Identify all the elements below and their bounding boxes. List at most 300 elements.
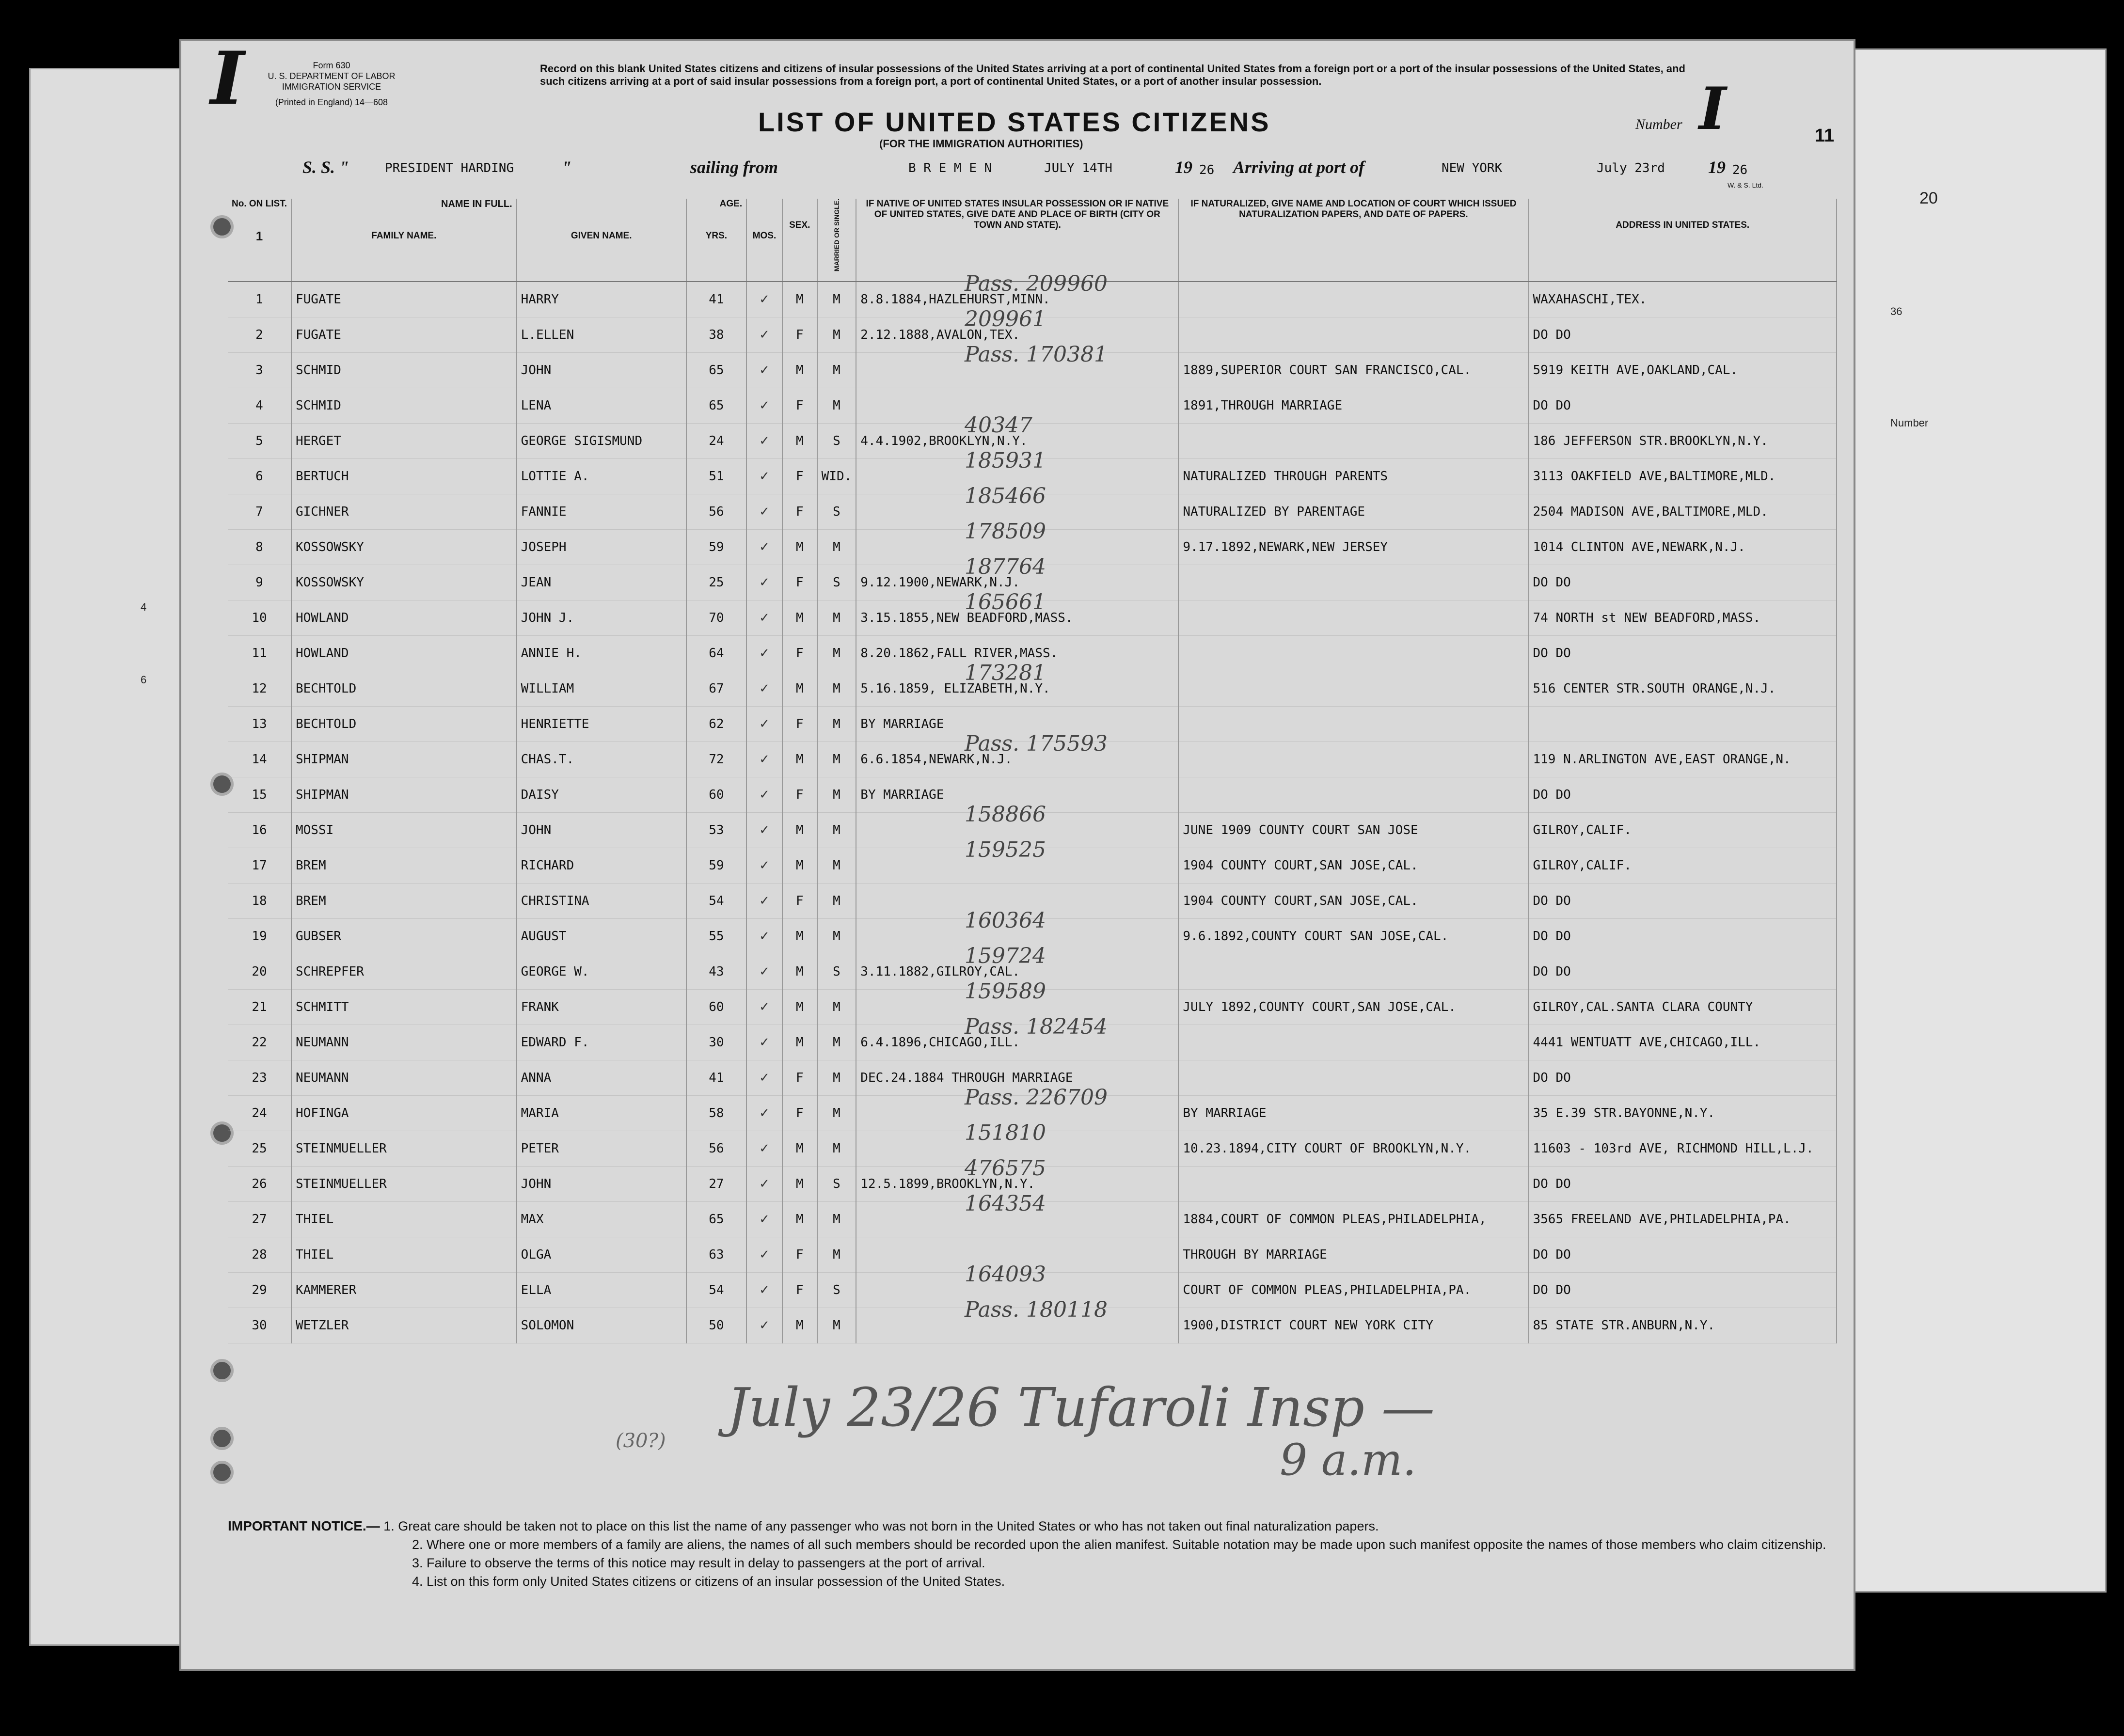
sex: F bbox=[782, 494, 817, 530]
us-address: 11603 - 103rd AVE, RICHMOND HILL,L.J. bbox=[1529, 1131, 1837, 1167]
age-years: 62 bbox=[686, 707, 746, 742]
family-name: BERTUCH bbox=[291, 459, 517, 494]
row-number: 11 bbox=[228, 636, 291, 671]
given-name: SOLOMON bbox=[517, 1308, 686, 1343]
age-months: ✓ bbox=[746, 1167, 782, 1202]
ship-name: PRESIDENT HARDING bbox=[385, 161, 514, 175]
sex: M bbox=[782, 1131, 817, 1167]
passport-note: 185931 bbox=[965, 448, 1046, 473]
underlying-page-right bbox=[1832, 48, 2107, 1593]
age-years: 63 bbox=[686, 1237, 746, 1273]
sex: M bbox=[782, 742, 817, 777]
marital-status: M bbox=[817, 707, 856, 742]
birth-details: 9.12.1900,NEWARK,N.J. bbox=[856, 565, 1178, 600]
family-name: NEUMANN bbox=[291, 1060, 517, 1096]
us-address: DO DO bbox=[1529, 1237, 1837, 1273]
col-family: NAME IN FULL. FAMILY NAME. bbox=[291, 199, 517, 282]
passport-note: 187764 bbox=[965, 554, 1046, 579]
naturalization-details bbox=[1178, 707, 1528, 742]
birth-details: 6.6.1854,NEWARK,N.J. bbox=[856, 742, 1178, 777]
col-yrs: AGE. YRS. bbox=[686, 199, 746, 282]
given-name: MAX bbox=[517, 1202, 686, 1237]
year-prefix-2: 19 bbox=[1708, 158, 1726, 177]
passport-note: 159589 bbox=[965, 979, 1046, 1004]
family-name: FUGATE bbox=[291, 317, 517, 353]
marital-status: M bbox=[817, 671, 856, 707]
marital-status: M bbox=[817, 742, 856, 777]
given-name: ANNA bbox=[517, 1060, 686, 1096]
us-address: GILROY,CALIF. bbox=[1529, 813, 1837, 848]
sailing-label: sailing from bbox=[690, 158, 778, 177]
passport-note: 151810 bbox=[965, 1121, 1046, 1145]
age-months: ✓ bbox=[746, 530, 782, 565]
passport-note: 173281 bbox=[965, 661, 1046, 685]
age-months: ✓ bbox=[746, 1237, 782, 1273]
passport-note: 159724 bbox=[965, 944, 1046, 968]
passport-note: 178509 bbox=[965, 519, 1046, 544]
us-address: DO DO bbox=[1529, 1060, 1837, 1096]
marital-status: S bbox=[817, 424, 856, 459]
age-years: 24 bbox=[686, 424, 746, 459]
naturalization-details: JUNE 1909 COUNTY COURT SAN JOSE bbox=[1178, 813, 1528, 848]
sex: M bbox=[782, 424, 817, 459]
margin-number-6: 6 bbox=[141, 674, 147, 686]
given-name: L.ELLEN bbox=[517, 317, 686, 353]
marital-status: M bbox=[817, 530, 856, 565]
passport-note: 165661 bbox=[965, 590, 1046, 615]
age-years: 58 bbox=[686, 1096, 746, 1131]
family-name: STEINMUELLER bbox=[291, 1167, 517, 1202]
family-name: HERGET bbox=[291, 424, 517, 459]
given-name: RICHARD bbox=[517, 848, 686, 884]
row-number: 21 bbox=[228, 990, 291, 1025]
col-sex: SEX. bbox=[782, 199, 817, 282]
family-name: HOFINGA bbox=[291, 1096, 517, 1131]
passport-note: 40347 bbox=[965, 413, 1032, 438]
age-months: ✓ bbox=[746, 353, 782, 388]
naturalization-details: 9.6.1892,COUNTY COURT SAN JOSE,CAL. bbox=[1178, 919, 1528, 954]
us-address: DO DO bbox=[1529, 1167, 1837, 1202]
sex: F bbox=[782, 884, 817, 919]
age-months: ✓ bbox=[746, 388, 782, 424]
given-name: JOHN bbox=[517, 813, 686, 848]
ss-label: S. S. " bbox=[302, 158, 349, 177]
us-address: DO DO bbox=[1529, 565, 1837, 600]
birth-details: 8.8.1884,HAZLEHURST,MINN. bbox=[856, 282, 1178, 317]
naturalization-details: JULY 1892,COUNTY COURT,SAN JOSE,CAL. bbox=[1178, 990, 1528, 1025]
naturalization-details bbox=[1178, 1025, 1528, 1060]
printer-mark: W. & S. Ltd. bbox=[1728, 181, 1763, 189]
passport-note: Pass. 180118 bbox=[965, 1297, 1108, 1322]
sex: F bbox=[782, 317, 817, 353]
notice-item: 2. Where one or more members of a family are aliens, the names of all such members should be recorded upon the alien manifest. Suitable notation may be made upon such manifest opposite the names of those members who claim citizenship. bbox=[412, 1537, 1826, 1552]
birth-details: 12.5.1899,BROOKLYN,N.Y. bbox=[856, 1167, 1178, 1202]
age-months: ✓ bbox=[746, 1025, 782, 1060]
sex: M bbox=[782, 848, 817, 884]
date-from: JULY 14TH bbox=[1044, 161, 1112, 175]
birth-details: 4.4.1902,BROOKLYN,N.Y. bbox=[856, 424, 1178, 459]
us-address: 3113 OAKFIELD AVE,BALTIMORE,MLD. bbox=[1529, 459, 1837, 494]
row-number: 3 bbox=[228, 353, 291, 388]
naturalization-details: BY MARRIAGE bbox=[1178, 1096, 1528, 1131]
age-months: ✓ bbox=[746, 424, 782, 459]
sex: M bbox=[782, 1308, 817, 1343]
passport-note: Pass. 175593 bbox=[965, 731, 1108, 756]
punch-hole bbox=[210, 1461, 234, 1484]
given-name: FANNIE bbox=[517, 494, 686, 530]
birth-details: DEC.24.1884 THROUGH MARRIAGE bbox=[856, 1060, 1178, 1096]
marital-status: M bbox=[817, 1060, 856, 1096]
sex: M bbox=[782, 671, 817, 707]
family-name: BECHTOLD bbox=[291, 707, 517, 742]
family-name: KOSSOWSKY bbox=[291, 530, 517, 565]
row-number: 29 bbox=[228, 1273, 291, 1308]
form-block bbox=[259, 60, 404, 108]
us-address: DO DO bbox=[1529, 636, 1837, 671]
sex: F bbox=[782, 707, 817, 742]
naturalization-details: 1889,SUPERIOR COURT SAN FRANCISCO,CAL. bbox=[1178, 353, 1528, 388]
sex: M bbox=[782, 919, 817, 954]
sex: F bbox=[782, 565, 817, 600]
birth-details: BY MARRIAGE bbox=[856, 707, 1178, 742]
passport-note: 160364 bbox=[965, 908, 1046, 933]
col-mos: MOS. bbox=[746, 199, 782, 282]
given-name: HARRY bbox=[517, 282, 686, 317]
naturalization-details bbox=[1178, 565, 1528, 600]
age-months: ✓ bbox=[746, 813, 782, 848]
marital-status: M bbox=[817, 282, 856, 317]
passport-note: 209961 bbox=[965, 307, 1046, 331]
age-months: ✓ bbox=[746, 671, 782, 707]
page-title: LIST OF UNITED STATES CITIZENS bbox=[758, 107, 1271, 137]
age-months: ✓ bbox=[746, 1202, 782, 1237]
row-number: 15 bbox=[228, 777, 291, 813]
family-name: SCHMID bbox=[291, 353, 517, 388]
col-native: IF NATIVE OF UNITED STATES INSULAR POSSESSION OR IF NATIVE OF UNITED STATES, GIVE DATE AND PLACE OF BIRTH (CITY OR TOWN AND STATE). bbox=[856, 199, 1178, 282]
family-name: THIEL bbox=[291, 1237, 517, 1273]
us-address: 186 JEFFERSON STR.BROOKLYN,N.Y. bbox=[1529, 424, 1837, 459]
naturalization-details bbox=[1178, 282, 1528, 317]
age-years: 27 bbox=[686, 1167, 746, 1202]
passport-note: 159525 bbox=[965, 837, 1046, 862]
margin-number-4: 4 bbox=[141, 601, 147, 613]
naturalization-details bbox=[1178, 424, 1528, 459]
age-months: ✓ bbox=[746, 1131, 782, 1167]
birth-details: 5.16.1859, ELIZABETH,N.Y. bbox=[856, 671, 1178, 707]
sex: F bbox=[782, 459, 817, 494]
naturalization-details bbox=[1178, 1060, 1528, 1096]
row-number: 19 bbox=[228, 919, 291, 954]
family-name: SCHREPFER bbox=[291, 954, 517, 990]
us-address: 85 STATE STR.ANBURN,N.Y. bbox=[1529, 1308, 1837, 1343]
sex: F bbox=[782, 1237, 817, 1273]
passport-note: 476575 bbox=[965, 1156, 1046, 1181]
naturalization-details bbox=[1178, 636, 1528, 671]
us-address: DO DO bbox=[1529, 954, 1837, 990]
marital-status: M bbox=[817, 353, 856, 388]
number-block bbox=[1635, 75, 1726, 143]
port-from: B R E M E N bbox=[908, 161, 992, 175]
age-years: 70 bbox=[686, 600, 746, 636]
age-months: ✓ bbox=[746, 565, 782, 600]
family-name: THIEL bbox=[291, 1202, 517, 1237]
family-name: GUBSER bbox=[291, 919, 517, 954]
row-number: 7 bbox=[228, 494, 291, 530]
notice-item: 1. Great care should be taken not to place on this list the name of any passenger who was not born in the United States or who has not taken out final naturalization papers. bbox=[383, 1519, 1379, 1533]
sex: M bbox=[782, 1202, 817, 1237]
family-name: BREM bbox=[291, 884, 517, 919]
naturalization-details bbox=[1178, 954, 1528, 990]
age-months: ✓ bbox=[746, 1096, 782, 1131]
row-number: 6 bbox=[228, 459, 291, 494]
age-years: 64 bbox=[686, 636, 746, 671]
printed-note: (Printed in England) 14—608 bbox=[275, 97, 388, 107]
birth-details: BY MARRIAGE bbox=[856, 777, 1178, 813]
given-name: CHAS.T. bbox=[517, 742, 686, 777]
number-label: Number bbox=[1635, 116, 1682, 132]
age-years: 60 bbox=[686, 777, 746, 813]
date-to: July 23rd bbox=[1597, 161, 1665, 175]
important-notice bbox=[228, 1517, 1827, 1591]
given-name: LOTTIE A. bbox=[517, 459, 686, 494]
col-given: GIVEN NAME. bbox=[517, 199, 686, 282]
age-months: ✓ bbox=[746, 636, 782, 671]
marital-status: S bbox=[817, 1273, 856, 1308]
age-months: ✓ bbox=[746, 777, 782, 813]
naturalization-details bbox=[1178, 742, 1528, 777]
given-name: JOSEPH bbox=[517, 530, 686, 565]
number-value: I bbox=[1699, 75, 1727, 143]
given-name: DAISY bbox=[517, 777, 686, 813]
marital-status: M bbox=[817, 919, 856, 954]
age-months: ✓ bbox=[746, 494, 782, 530]
birth-details: 2.12.1888,AVALON,TEX. bbox=[856, 317, 1178, 353]
marital-status: S bbox=[817, 565, 856, 600]
naturalization-details: 9.17.1892,NEWARK,NEW JERSEY bbox=[1178, 530, 1528, 565]
passport-note: Pass. 209960 bbox=[965, 271, 1108, 296]
row-number: 16 bbox=[228, 813, 291, 848]
naturalization-details bbox=[1178, 317, 1528, 353]
col-no: No. ON LIST. 1 bbox=[228, 199, 291, 282]
given-name: LENA bbox=[517, 388, 686, 424]
marital-status: M bbox=[817, 317, 856, 353]
row-number: 10 bbox=[228, 600, 291, 636]
year-1: 26 bbox=[1199, 163, 1215, 177]
given-name: HENRIETTE bbox=[517, 707, 686, 742]
age-months: ✓ bbox=[746, 990, 782, 1025]
passport-note: 158866 bbox=[965, 802, 1046, 827]
naturalization-details: 1904 COUNTY COURT,SAN JOSE,CAL. bbox=[1178, 848, 1528, 884]
passport-note: Pass. 226709 bbox=[965, 1085, 1108, 1110]
marital-status: WID. bbox=[817, 459, 856, 494]
given-name: JEAN bbox=[517, 565, 686, 600]
age-months: ✓ bbox=[746, 954, 782, 990]
margin-number-20: 20 bbox=[1919, 189, 1938, 207]
naturalization-details bbox=[1178, 777, 1528, 813]
page-number: 11 bbox=[1815, 126, 1835, 146]
sex: F bbox=[782, 1060, 817, 1096]
given-name: JOHN J. bbox=[517, 600, 686, 636]
age-months: ✓ bbox=[746, 1273, 782, 1308]
us-address: 35 E.39 STR.BAYONNE,N.Y. bbox=[1529, 1096, 1837, 1131]
age-years: 38 bbox=[686, 317, 746, 353]
row-number: 20 bbox=[228, 954, 291, 990]
age-years: 54 bbox=[686, 1273, 746, 1308]
department: U. S. DEPARTMENT OF LABOR bbox=[268, 71, 396, 81]
naturalization-details: NATURALIZED THROUGH PARENTS bbox=[1178, 459, 1528, 494]
given-name: ELLA bbox=[517, 1273, 686, 1308]
age-months: ✓ bbox=[746, 317, 782, 353]
family-name: KOSSOWSKY bbox=[291, 565, 517, 600]
marital-status: S bbox=[817, 1167, 856, 1202]
sex: F bbox=[782, 388, 817, 424]
punch-hole bbox=[210, 1359, 234, 1382]
age-years: 56 bbox=[686, 1131, 746, 1167]
row-number: 27 bbox=[228, 1202, 291, 1237]
given-name: AUGUST bbox=[517, 919, 686, 954]
given-name: ANNIE H. bbox=[517, 636, 686, 671]
table-header bbox=[228, 199, 1837, 282]
col-married: MARRIED OR SINGLE. bbox=[817, 199, 856, 282]
passport-note: Pass. 182454 bbox=[965, 1014, 1108, 1039]
naturalization-details bbox=[1178, 1167, 1528, 1202]
family-name: SHIPMAN bbox=[291, 742, 517, 777]
age-years: 43 bbox=[686, 954, 746, 990]
family-name: WETZLER bbox=[291, 1308, 517, 1343]
corner-mark: I bbox=[210, 36, 245, 121]
naturalization-details bbox=[1178, 600, 1528, 636]
sex: M bbox=[782, 353, 817, 388]
age-months: ✓ bbox=[746, 707, 782, 742]
us-address: DO DO bbox=[1529, 1273, 1837, 1308]
margin-number-label: Number bbox=[1890, 417, 1929, 429]
family-name: FUGATE bbox=[291, 282, 517, 317]
naturalization-details: 1884,COURT OF COMMON PLEAS,PHILADELPHIA, bbox=[1178, 1202, 1528, 1237]
us-address: WAXAHASCHI,TEX. bbox=[1529, 282, 1837, 317]
family-name: HOWLAND bbox=[291, 600, 517, 636]
row-number: 18 bbox=[228, 884, 291, 919]
sex: M bbox=[782, 282, 817, 317]
marital-status: M bbox=[817, 777, 856, 813]
age-years: 54 bbox=[686, 884, 746, 919]
row-number: 25 bbox=[228, 1131, 291, 1167]
us-address: DO DO bbox=[1529, 388, 1837, 424]
us-address: 4441 WENTUATT AVE,CHICAGO,ILL. bbox=[1529, 1025, 1837, 1060]
marital-status: M bbox=[817, 1202, 856, 1237]
family-name: HOWLAND bbox=[291, 636, 517, 671]
naturalization-details: 1904 COUNTY COURT,SAN JOSE,CAL. bbox=[1178, 884, 1528, 919]
age-months: ✓ bbox=[746, 1308, 782, 1343]
margin-number-36: 36 bbox=[1890, 305, 1902, 317]
inspector-signature: July 23/26 Tufaroli Insp — bbox=[727, 1376, 1435, 1438]
birth-details: 6.4.1896,CHICAGO,ILL. bbox=[856, 1025, 1178, 1060]
given-name: FRANK bbox=[517, 990, 686, 1025]
year-2: 26 bbox=[1732, 163, 1748, 177]
naturalization-details: 10.23.1894,CITY COURT OF BROOKLYN,N.Y. bbox=[1178, 1131, 1528, 1167]
row-number: 9 bbox=[228, 565, 291, 600]
naturalization-details: 1900,DISTRICT COURT NEW YORK CITY bbox=[1178, 1308, 1528, 1343]
sex: M bbox=[782, 600, 817, 636]
age-years: 30 bbox=[686, 1025, 746, 1060]
sex: M bbox=[782, 954, 817, 990]
age-months: ✓ bbox=[746, 884, 782, 919]
row-number: 8 bbox=[228, 530, 291, 565]
port-to: NEW YORK bbox=[1442, 161, 1503, 175]
age-years: 72 bbox=[686, 742, 746, 777]
page-subtitle: (FOR THE IMMIGRATION AUTHORITIES) bbox=[879, 138, 1083, 150]
row-number: 24 bbox=[228, 1096, 291, 1131]
sex: F bbox=[782, 1273, 817, 1308]
us-address: GILROY,CALIF. bbox=[1529, 848, 1837, 884]
us-address: 2504 MADISON AVE,BALTIMORE,MLD. bbox=[1529, 494, 1837, 530]
age-years: 65 bbox=[686, 388, 746, 424]
us-address: 5919 KEITH AVE,OAKLAND,CAL. bbox=[1529, 353, 1837, 388]
given-name: GEORGE W. bbox=[517, 954, 686, 990]
us-address: 74 NORTH st NEW BEADFORD,MASS. bbox=[1529, 600, 1837, 636]
given-name: MARIA bbox=[517, 1096, 686, 1131]
row-number: 2 bbox=[228, 317, 291, 353]
arriving-label: Arriving at port of bbox=[1233, 158, 1365, 177]
sex: F bbox=[782, 636, 817, 671]
row-number: 14 bbox=[228, 742, 291, 777]
age-years: 41 bbox=[686, 1060, 746, 1096]
marital-status: S bbox=[817, 954, 856, 990]
marital-status: M bbox=[817, 1131, 856, 1167]
punch-hole bbox=[210, 1427, 234, 1450]
row-number: 30 bbox=[228, 1308, 291, 1343]
marital-status: M bbox=[817, 1308, 856, 1343]
naturalization-details: 1891,THROUGH MARRIAGE bbox=[1178, 388, 1528, 424]
row-number: 1 bbox=[228, 282, 291, 317]
marital-status: S bbox=[817, 494, 856, 530]
ship-name-end: " bbox=[562, 158, 571, 177]
us-address: 3565 FREELAND AVE,PHILADELPHIA,PA. bbox=[1529, 1202, 1837, 1237]
age-years: 65 bbox=[686, 353, 746, 388]
sex: M bbox=[782, 813, 817, 848]
age-months: ✓ bbox=[746, 282, 782, 317]
age-years: 53 bbox=[686, 813, 746, 848]
age-years: 51 bbox=[686, 459, 746, 494]
family-name: BREM bbox=[291, 848, 517, 884]
age-months: ✓ bbox=[746, 459, 782, 494]
marital-status: M bbox=[817, 636, 856, 671]
marital-status: M bbox=[817, 388, 856, 424]
form-number: Form 630 bbox=[313, 61, 350, 70]
row-number: 4 bbox=[228, 388, 291, 424]
age-years: 59 bbox=[686, 530, 746, 565]
sex: F bbox=[782, 777, 817, 813]
age-years: 59 bbox=[686, 848, 746, 884]
us-address: DO DO bbox=[1529, 777, 1837, 813]
age-months: ✓ bbox=[746, 1060, 782, 1096]
age-months: ✓ bbox=[746, 919, 782, 954]
family-name: STEINMUELLER bbox=[291, 1131, 517, 1167]
birth-details: 3.11.1882,GILROY,CAL. bbox=[856, 954, 1178, 990]
us-address: GILROY,CAL.SANTA CLARA COUNTY bbox=[1529, 990, 1837, 1025]
marital-status: M bbox=[817, 990, 856, 1025]
row-number: 12 bbox=[228, 671, 291, 707]
family-name: NEUMANN bbox=[291, 1025, 517, 1060]
age-years: 50 bbox=[686, 1308, 746, 1343]
passport-note: 164354 bbox=[965, 1191, 1046, 1216]
row-number: 23 bbox=[228, 1060, 291, 1096]
row-number: 13 bbox=[228, 707, 291, 742]
us-address: 516 CENTER STR.SOUTH ORANGE,N.J. bbox=[1529, 671, 1837, 707]
family-name: SCHMID bbox=[291, 388, 517, 424]
us-address: DO DO bbox=[1529, 317, 1837, 353]
us-address: DO DO bbox=[1529, 919, 1837, 954]
us-address: 119 N.ARLINGTON AVE,EAST ORANGE,N. bbox=[1529, 742, 1837, 777]
